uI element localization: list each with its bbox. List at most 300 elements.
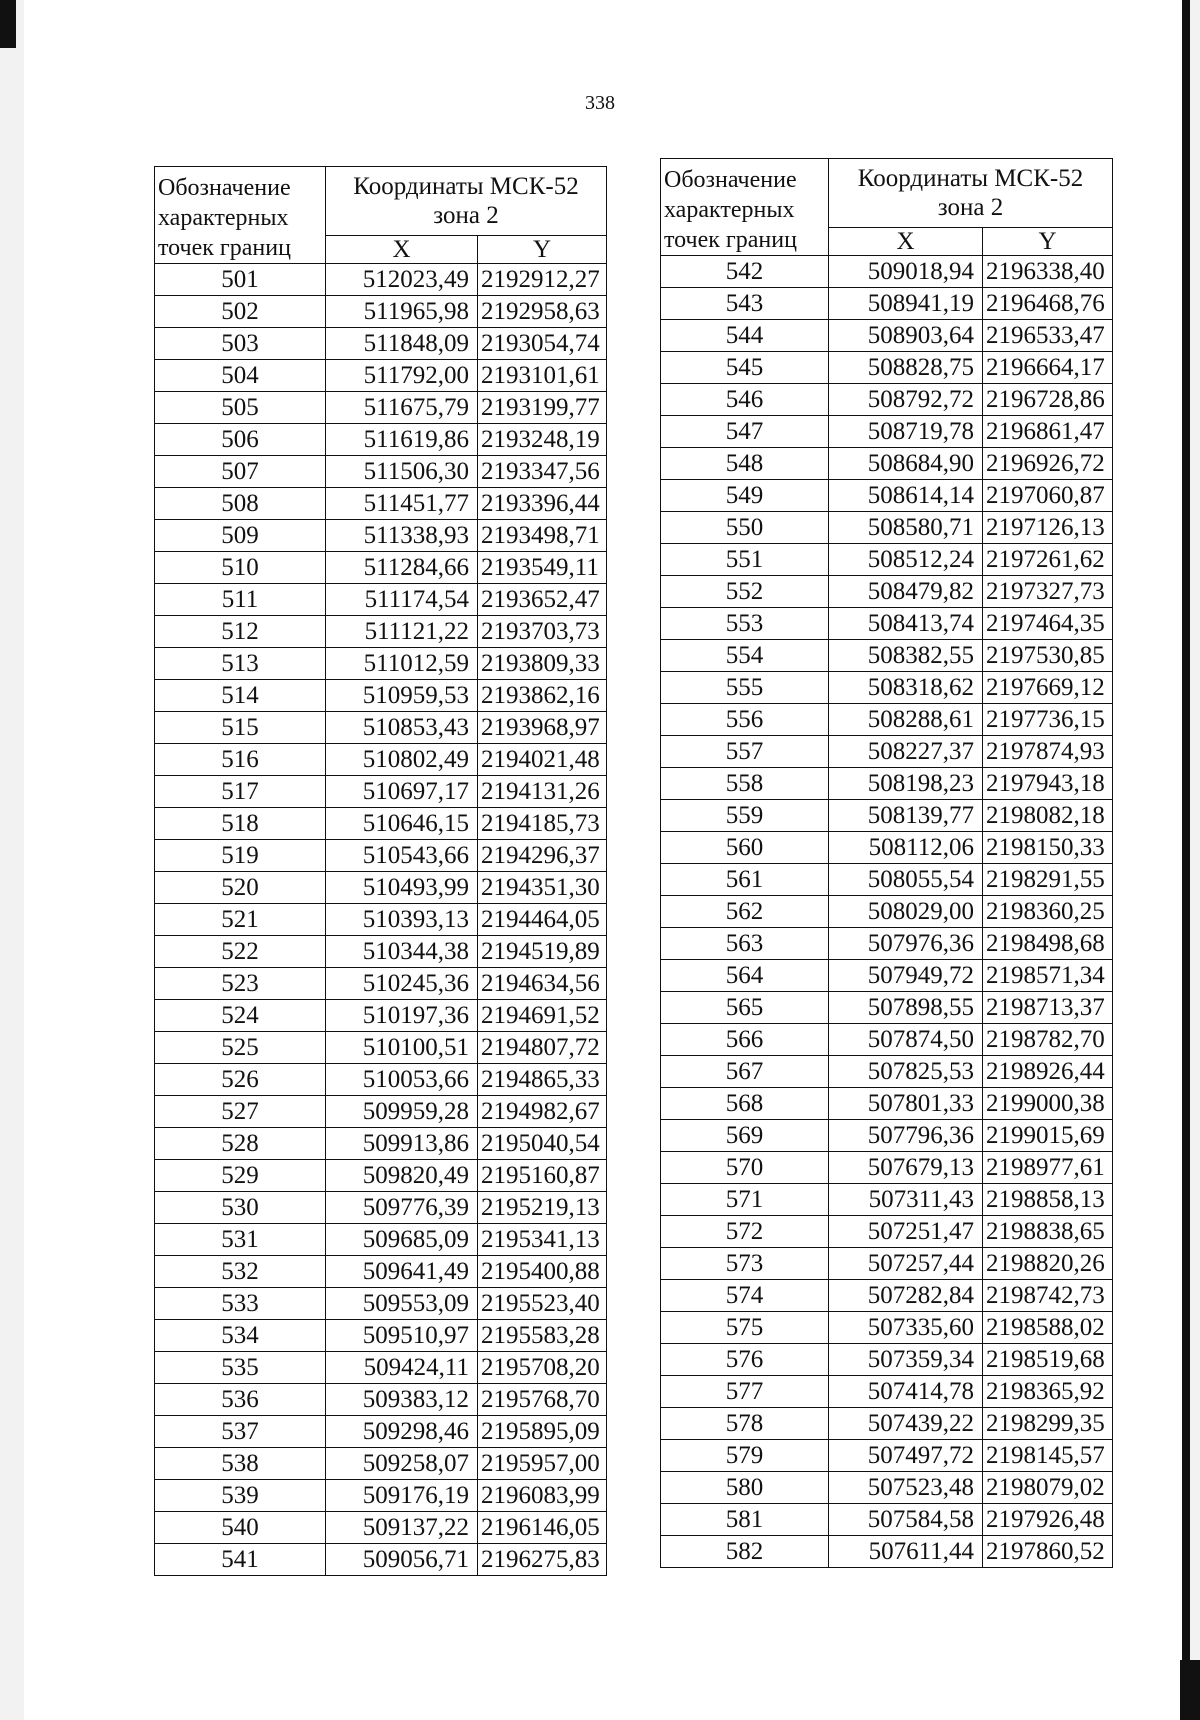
table-row [661,448,1113,480]
x-coordinate-cell: 507257,44 [829,1248,983,1280]
table-row [661,1472,1113,1504]
table-row [661,1344,1113,1376]
table-row [155,1064,607,1096]
point-number-cell: 576 [661,1344,829,1376]
scan-edge-mark [1180,1660,1200,1720]
x-coordinate-cell: 507584,58 [829,1504,983,1536]
x-coordinate-cell: 511451,77 [326,488,478,520]
point-number-cell: 504 [155,360,326,392]
y-coordinate-cell: 2194865,33 [478,1064,607,1096]
x-coordinate-cell: 511619,86 [326,424,478,456]
x-coordinate-cell: 511848,09 [326,328,478,360]
table-row [155,904,607,936]
x-coordinate-cell: 508903,64 [829,320,983,352]
y-coordinate-cell: 2193054,74 [478,328,607,360]
point-number-cell: 516 [155,744,326,776]
y-coordinate-cell: 2194982,67 [478,1096,607,1128]
y-coordinate-cell: 2198082,18 [983,800,1113,832]
x-coordinate-cell: 509298,46 [326,1416,478,1448]
point-number-cell: 529 [155,1160,326,1192]
y-coordinate-cell: 2198299,35 [983,1408,1113,1440]
x-coordinate-cell: 508382,55 [829,640,983,672]
y-coordinate-cell: 2198571,34 [983,960,1113,992]
x-coordinate-cell: 508288,61 [829,704,983,736]
table-row [661,1024,1113,1056]
x-column-header: X [829,228,983,256]
table-row [155,872,607,904]
point-number-cell: 544 [661,320,829,352]
point-number-cell: 569 [661,1120,829,1152]
point-number-cell: 540 [155,1512,326,1544]
x-coordinate-cell: 507335,60 [829,1312,983,1344]
x-coordinate-cell: 507439,22 [829,1408,983,1440]
point-column-header: Обозначение характерных точек границ [155,167,326,264]
x-coordinate-cell: 507523,48 [829,1472,983,1504]
y-coordinate-cell: 2198782,70 [983,1024,1113,1056]
y-coordinate-cell: 2196275,83 [478,1544,607,1576]
y-coordinate-cell: 2195160,87 [478,1160,607,1192]
table-row [155,808,607,840]
y-coordinate-cell: 2198365,92 [983,1376,1113,1408]
point-number-cell: 508 [155,488,326,520]
point-number-cell: 517 [155,776,326,808]
table-row [155,712,607,744]
point-number-cell: 557 [661,736,829,768]
point-number-cell: 533 [155,1288,326,1320]
x-coordinate-cell: 509176,19 [326,1480,478,1512]
y-coordinate-cell: 2196338,40 [983,256,1113,288]
x-coordinate-cell: 508055,54 [829,864,983,896]
table-row [661,1120,1113,1152]
x-coordinate-cell: 507251,47 [829,1216,983,1248]
y-coordinate-cell: 2194691,52 [478,1000,607,1032]
x-coordinate-cell: 510053,66 [326,1064,478,1096]
point-number-cell: 550 [661,512,829,544]
point-number-cell: 522 [155,936,326,968]
x-coordinate-cell: 508227,37 [829,736,983,768]
y-coordinate-cell: 2194296,37 [478,840,607,872]
point-number-cell: 536 [155,1384,326,1416]
table-row [661,384,1113,416]
y-coordinate-cell: 2198360,25 [983,896,1113,928]
x-coordinate-cell: 509510,97 [326,1320,478,1352]
table-row [155,1000,607,1032]
point-number-cell: 519 [155,840,326,872]
table-row [661,1376,1113,1408]
y-coordinate-cell: 2192958,63 [478,296,607,328]
y-coordinate-cell: 2193101,61 [478,360,607,392]
x-coordinate-cell: 508719,78 [829,416,983,448]
y-coordinate-cell: 2195768,70 [478,1384,607,1416]
x-coordinate-cell: 508413,74 [829,608,983,640]
y-coordinate-cell: 2197530,85 [983,640,1113,672]
point-number-cell: 562 [661,896,829,928]
table-row [661,1248,1113,1280]
y-coordinate-cell: 2192912,27 [478,264,607,296]
point-number-cell: 574 [661,1280,829,1312]
y-coordinate-cell: 2193703,73 [478,616,607,648]
x-coordinate-cell: 511965,98 [326,296,478,328]
table-row [661,1440,1113,1472]
y-coordinate-cell: 2198291,55 [983,864,1113,896]
y-coordinate-cell: 2193549,11 [478,552,607,584]
y-coordinate-cell: 2196664,17 [983,352,1113,384]
point-number-cell: 547 [661,416,829,448]
point-number-cell: 502 [155,296,326,328]
y-coordinate-cell: 2193199,77 [478,392,607,424]
y-coordinate-cell: 2198588,02 [983,1312,1113,1344]
point-number-cell: 542 [661,256,829,288]
table-row [155,552,607,584]
x-coordinate-cell: 509018,94 [829,256,983,288]
table-row [661,640,1113,672]
x-coordinate-cell: 509137,22 [326,1512,478,1544]
x-coordinate-cell: 507898,55 [829,992,983,1024]
table-row [661,608,1113,640]
table-row [661,288,1113,320]
y-coordinate-cell: 2198926,44 [983,1056,1113,1088]
y-coordinate-cell: 2198079,02 [983,1472,1113,1504]
table-row [661,672,1113,704]
table-row [155,1448,607,1480]
point-number-cell: 538 [155,1448,326,1480]
point-number-cell: 521 [155,904,326,936]
point-number-cell: 575 [661,1312,829,1344]
table-row [661,1152,1113,1184]
table-row [661,896,1113,928]
x-coordinate-cell: 510697,17 [326,776,478,808]
point-number-cell: 570 [661,1152,829,1184]
point-number-cell: 554 [661,640,829,672]
x-coordinate-cell: 507282,84 [829,1280,983,1312]
point-number-cell: 548 [661,448,829,480]
x-coordinate-cell: 508318,62 [829,672,983,704]
point-number-cell: 526 [155,1064,326,1096]
table-row [661,992,1113,1024]
x-coordinate-cell: 511174,54 [326,584,478,616]
x-coordinate-cell: 507801,33 [829,1088,983,1120]
point-number-cell: 551 [661,544,829,576]
y-coordinate-cell: 2193396,44 [478,488,607,520]
x-coordinate-cell: 510959,53 [326,680,478,712]
x-coordinate-cell: 512023,49 [326,264,478,296]
x-coordinate-cell: 507825,53 [829,1056,983,1088]
x-coordinate-cell: 509641,49 [326,1256,478,1288]
y-coordinate-cell: 2193347,56 [478,456,607,488]
x-coordinate-cell: 508139,77 [829,800,983,832]
point-number-cell: 537 [155,1416,326,1448]
y-coordinate-cell: 2193652,47 [478,584,607,616]
table-row [155,1352,607,1384]
point-number-cell: 515 [155,712,326,744]
point-number-cell: 525 [155,1032,326,1064]
table-row [661,1536,1113,1568]
x-coordinate-cell: 507976,36 [829,928,983,960]
table-row [661,1184,1113,1216]
y-coordinate-cell: 2197261,62 [983,544,1113,576]
point-number-cell: 511 [155,584,326,616]
x-coordinate-cell: 509913,86 [326,1128,478,1160]
point-number-cell: 581 [661,1504,829,1536]
y-coordinate-cell: 2193498,71 [478,520,607,552]
scan-edge-mark [1182,0,1190,1720]
y-coordinate-cell: 2198742,73 [983,1280,1113,1312]
y-coordinate-cell: 2195583,28 [478,1320,607,1352]
x-coordinate-cell: 509383,12 [326,1384,478,1416]
y-coordinate-cell: 2194464,05 [478,904,607,936]
point-number-cell: 505 [155,392,326,424]
y-coordinate-cell: 2198145,57 [983,1440,1113,1472]
point-number-cell: 534 [155,1320,326,1352]
y-coordinate-cell: 2193968,97 [478,712,607,744]
point-number-cell: 545 [661,352,829,384]
point-number-cell: 501 [155,264,326,296]
table-row [155,584,607,616]
x-coordinate-cell: 511284,66 [326,552,478,584]
y-coordinate-cell: 2194807,72 [478,1032,607,1064]
x-coordinate-cell: 508941,19 [829,288,983,320]
table-row [155,1288,607,1320]
point-number-cell: 543 [661,288,829,320]
table-row [155,1544,607,1576]
point-number-cell: 549 [661,480,829,512]
table-row [155,1320,607,1352]
table-row [155,1128,607,1160]
x-coordinate-cell: 507497,72 [829,1440,983,1472]
x-coordinate-cell: 510543,66 [326,840,478,872]
y-coordinate-cell: 2193862,16 [478,680,607,712]
y-coordinate-cell: 2195219,13 [478,1192,607,1224]
y-coordinate-cell: 2197926,48 [983,1504,1113,1536]
x-coordinate-cell: 508198,23 [829,768,983,800]
table-row [155,328,607,360]
point-number-cell: 520 [155,872,326,904]
x-coordinate-cell: 509959,28 [326,1096,478,1128]
point-number-cell: 561 [661,864,829,896]
point-number-cell: 531 [155,1224,326,1256]
point-number-cell: 507 [155,456,326,488]
y-coordinate-cell: 2193809,33 [478,648,607,680]
point-number-cell: 582 [661,1536,829,1568]
point-number-cell: 541 [155,1544,326,1576]
x-coordinate-cell: 509685,09 [326,1224,478,1256]
coordinates-group-header: Координаты МСК-52 зона 2 [326,167,607,236]
coordinates-body-left [155,264,607,1576]
x-coordinate-cell: 511675,79 [326,392,478,424]
table-row [155,936,607,968]
table-row [661,352,1113,384]
table-row [155,840,607,872]
point-number-cell: 513 [155,648,326,680]
x-coordinate-cell: 508479,82 [829,576,983,608]
table-row [155,1224,607,1256]
coordinates-table-left [154,166,607,1576]
y-coordinate-cell: 2194519,89 [478,936,607,968]
point-number-cell: 558 [661,768,829,800]
table-row [661,480,1113,512]
point-number-cell: 546 [661,384,829,416]
x-coordinate-cell: 507949,72 [829,960,983,992]
table-row [155,424,607,456]
table-row [155,264,607,296]
point-number-cell: 577 [661,1376,829,1408]
x-coordinate-cell: 510245,36 [326,968,478,1000]
table-row [155,1384,607,1416]
point-number-cell: 572 [661,1216,829,1248]
point-number-cell: 530 [155,1192,326,1224]
point-number-cell: 535 [155,1352,326,1384]
table-row [661,320,1113,352]
y-coordinate-cell: 2195708,20 [478,1352,607,1384]
y-coordinate-cell: 2197060,87 [983,480,1113,512]
x-coordinate-cell: 510344,38 [326,936,478,968]
point-column-header: Обозначение характерных точек границ [661,159,829,256]
x-coordinate-cell: 508614,14 [829,480,983,512]
table-row [661,576,1113,608]
y-coordinate-cell: 2197464,35 [983,608,1113,640]
x-coordinate-cell: 509553,09 [326,1288,478,1320]
point-number-cell: 564 [661,960,829,992]
coordinates-group-header: Координаты МСК-52 зона 2 [829,159,1113,228]
x-coordinate-cell: 511506,30 [326,456,478,488]
point-number-cell: 552 [661,576,829,608]
x-column-header: X [326,236,478,264]
point-number-cell: 567 [661,1056,829,1088]
y-coordinate-cell: 2195400,88 [478,1256,607,1288]
point-number-cell: 556 [661,704,829,736]
point-number-cell: 532 [155,1256,326,1288]
point-number-cell: 523 [155,968,326,1000]
x-coordinate-cell: 510853,43 [326,712,478,744]
x-coordinate-cell: 511338,93 [326,520,478,552]
point-number-cell: 566 [661,1024,829,1056]
table-row [155,296,607,328]
x-coordinate-cell: 507414,78 [829,1376,983,1408]
x-coordinate-cell: 510646,15 [326,808,478,840]
point-number-cell: 553 [661,608,829,640]
coordinates-body-right [661,256,1113,1568]
table-row [155,456,607,488]
table-row [155,776,607,808]
point-number-cell: 528 [155,1128,326,1160]
y-coordinate-cell: 2196146,05 [478,1512,607,1544]
y-coordinate-cell: 2198519,68 [983,1344,1113,1376]
x-coordinate-cell: 509056,71 [326,1544,478,1576]
table-row [661,960,1113,992]
y-coordinate-cell: 2195341,13 [478,1224,607,1256]
table-row [661,704,1113,736]
y-coordinate-cell: 2198977,61 [983,1152,1113,1184]
x-coordinate-cell: 508792,72 [829,384,983,416]
y-coordinate-cell: 2197943,18 [983,768,1113,800]
table-row [155,392,607,424]
x-coordinate-cell: 507611,44 [829,1536,983,1568]
y-coordinate-cell: 2197669,12 [983,672,1113,704]
x-coordinate-cell: 507679,13 [829,1152,983,1184]
table-row [155,968,607,1000]
y-coordinate-cell: 2198838,65 [983,1216,1113,1248]
y-coordinate-cell: 2193248,19 [478,424,607,456]
point-number-cell: 512 [155,616,326,648]
y-coordinate-cell: 2194634,56 [478,968,607,1000]
x-coordinate-cell: 507796,36 [829,1120,983,1152]
table-row [661,1312,1113,1344]
table-row [661,1408,1113,1440]
table-row [155,1480,607,1512]
y-coordinate-cell: 2198150,33 [983,832,1113,864]
table-row [155,1256,607,1288]
y-coordinate-cell: 2198820,26 [983,1248,1113,1280]
point-number-cell: 514 [155,680,326,712]
table-row [155,1160,607,1192]
y-coordinate-cell: 2196861,47 [983,416,1113,448]
point-number-cell: 568 [661,1088,829,1120]
x-coordinate-cell: 508112,06 [829,832,983,864]
x-coordinate-cell: 511012,59 [326,648,478,680]
table-row [155,744,607,776]
y-coordinate-cell: 2194351,30 [478,872,607,904]
x-coordinate-cell: 508828,75 [829,352,983,384]
table-row [661,1216,1113,1248]
y-coordinate-cell: 2196533,47 [983,320,1113,352]
point-number-cell: 518 [155,808,326,840]
y-coordinate-cell: 2196728,86 [983,384,1113,416]
table-row [661,1088,1113,1120]
table-row [661,864,1113,896]
point-number-cell: 579 [661,1440,829,1472]
y-coordinate-cell: 2196083,99 [478,1480,607,1512]
y-coordinate-cell: 2195957,00 [478,1448,607,1480]
x-coordinate-cell: 511792,00 [326,360,478,392]
table-row [661,416,1113,448]
table-row [661,736,1113,768]
scan-edge-mark [0,0,16,48]
table-row [155,520,607,552]
coordinates-table-right [660,158,1113,1568]
y-coordinate-cell: 2194021,48 [478,744,607,776]
point-number-cell: 524 [155,1000,326,1032]
y-coordinate-cell: 2197874,93 [983,736,1113,768]
y-coordinate-cell: 2198858,13 [983,1184,1113,1216]
table-row [661,1280,1113,1312]
x-coordinate-cell: 508580,71 [829,512,983,544]
table-row [155,1096,607,1128]
table-row [155,488,607,520]
table-row [661,1504,1113,1536]
point-number-cell: 560 [661,832,829,864]
table-row [155,1032,607,1064]
point-number-cell: 580 [661,1472,829,1504]
point-number-cell: 539 [155,1480,326,1512]
point-number-cell: 555 [661,672,829,704]
y-coordinate-cell: 2197736,15 [983,704,1113,736]
x-coordinate-cell: 507874,50 [829,1024,983,1056]
point-number-cell: 510 [155,552,326,584]
table-row [661,928,1113,960]
table-row [661,800,1113,832]
point-number-cell: 506 [155,424,326,456]
table-row [661,544,1113,576]
table-row [661,832,1113,864]
point-number-cell: 509 [155,520,326,552]
y-coordinate-cell: 2197327,73 [983,576,1113,608]
y-coordinate-cell: 2196926,72 [983,448,1113,480]
y-coordinate-cell: 2197126,13 [983,512,1113,544]
x-coordinate-cell: 510197,36 [326,1000,478,1032]
x-coordinate-cell: 509258,07 [326,1448,478,1480]
y-coordinate-cell: 2195040,54 [478,1128,607,1160]
x-coordinate-cell: 510393,13 [326,904,478,936]
